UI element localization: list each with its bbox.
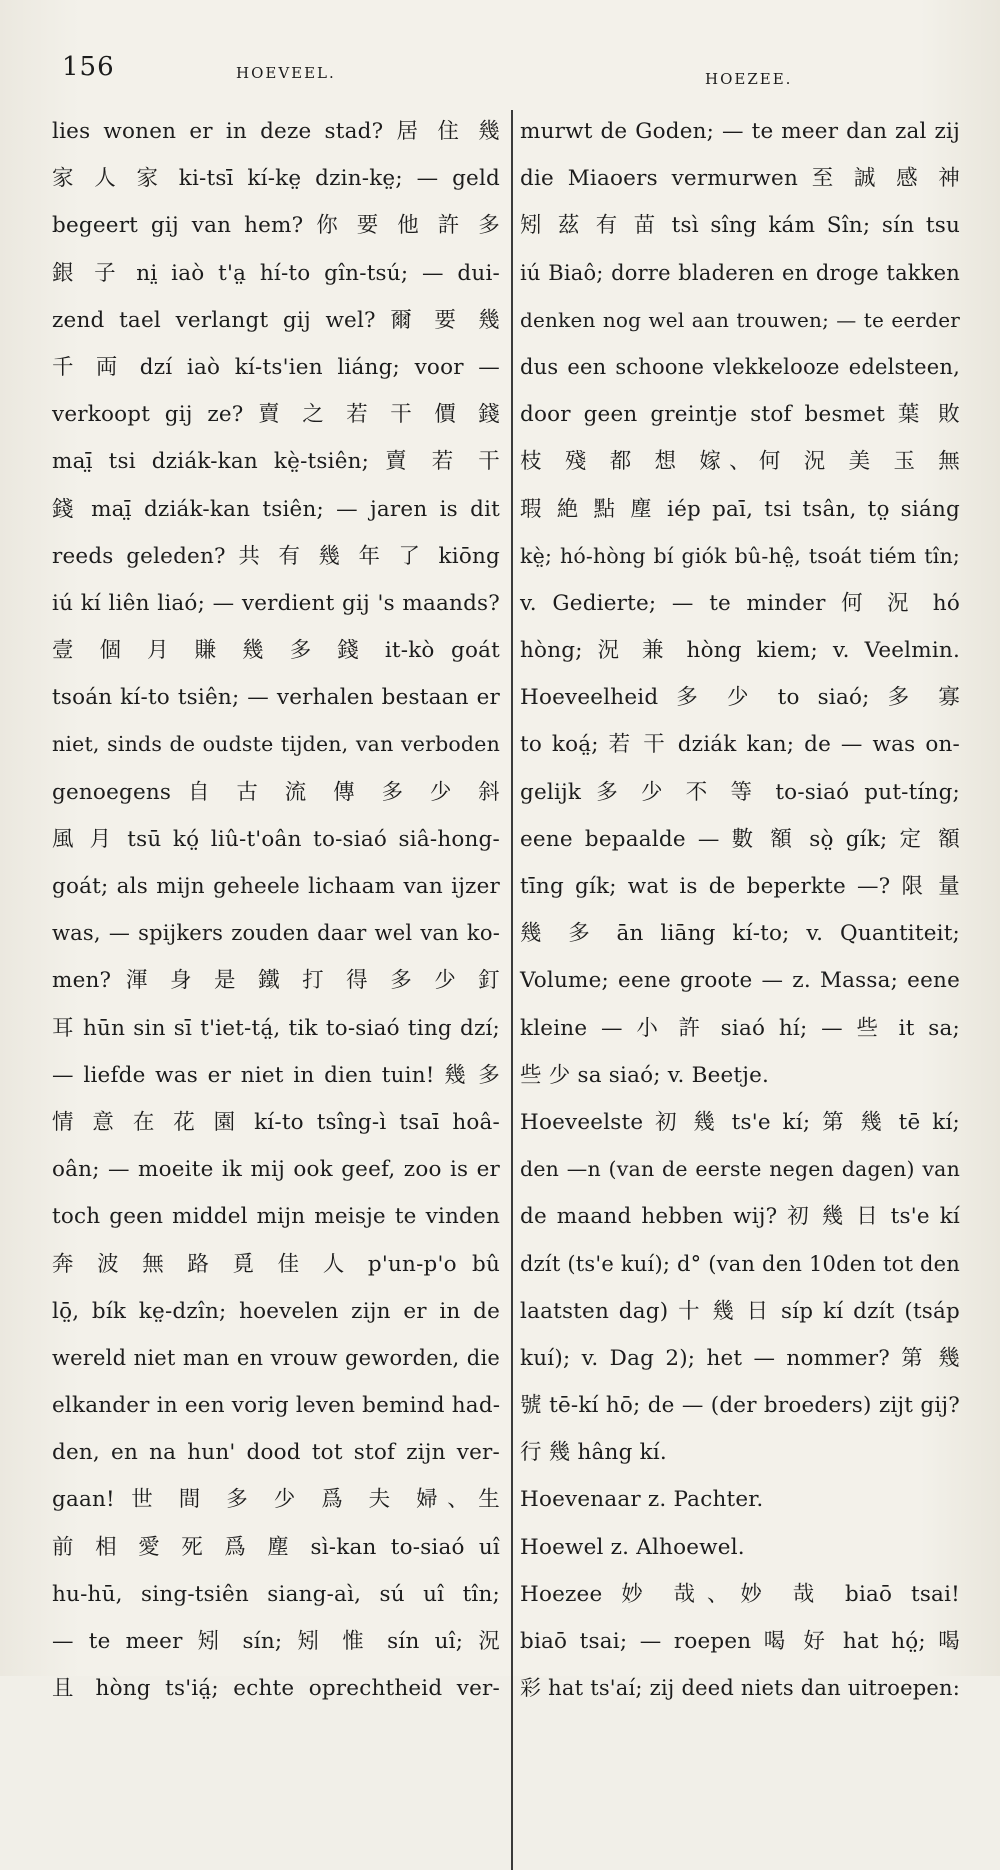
- line-text: zend tael verlangt gij wel? 爾 要 幾: [52, 307, 500, 333]
- line-text: lō̤, bík ke̤-dzîn; hoevelen zijn er in de: [52, 1298, 500, 1324]
- line-text: 壹 個 月 賺 幾 多 錢 it-kò goát: [52, 638, 500, 664]
- right-text-line: [520, 863, 960, 910]
- line-text: v. Gedierte; — te minder 何 況 hó: [520, 590, 960, 616]
- right-text-line: [520, 533, 960, 580]
- left-text-line: [52, 721, 500, 768]
- left-text-line: [52, 1005, 500, 1052]
- line-text: Hoezee 妙 哉、妙 哉 biaō tsai!: [520, 1581, 960, 1607]
- line-text: tīng gík; wat is de beperkte —? 限 量: [520, 874, 960, 899]
- line-text: 彩 hat ts'aí; zij deed niets dan uitroepen:: [520, 1676, 960, 1701]
- right-text-line: [520, 721, 960, 768]
- right-text-line: [520, 1618, 960, 1665]
- line-text: genoegens 自 古 流 傳 多 少 斜: [52, 779, 500, 805]
- line-text: biaō tsai; — roepen 喝 好 hat hó̤; 喝: [520, 1629, 960, 1654]
- line-text: verkoopt gij ze? 賣 之 若 干 價 錢: [52, 402, 500, 428]
- left-text-line: [52, 533, 500, 580]
- right-text-line: [520, 1382, 960, 1429]
- left-text-line: [52, 674, 500, 721]
- left-text-line: [52, 1052, 500, 1099]
- right-text-line: [520, 1335, 960, 1382]
- line-text: kuí); v. Dag 2); het — nommer? 第 幾: [520, 1345, 960, 1371]
- line-text: 奔 波 無 路 覓 佳 人 p'un-p'o bû: [52, 1251, 500, 1277]
- left-text-line: [52, 1382, 500, 1429]
- left-text-line: [52, 391, 500, 438]
- line-text: goát; als mijn geheele lichaam van ijzer: [52, 874, 500, 899]
- page-number: 156: [62, 52, 115, 82]
- left-text-line: [52, 297, 500, 344]
- left-text-line: [52, 1618, 500, 1665]
- right-text-line: [520, 391, 960, 438]
- right-text-line: [520, 816, 960, 863]
- line-text: kleine — 小 許 siaó hí; — 些 it sa;: [520, 1015, 960, 1041]
- line-text: Volume; eene groote — z. Massa; eene: [520, 968, 960, 994]
- running-header: [0, 52, 1000, 92]
- line-text: reeds geleden? 共 有 幾 年 了 kiōng: [52, 543, 500, 569]
- line-text: Hoeveelheid 多 少 to siaó; 多 寡: [520, 685, 960, 711]
- right-text-line: [520, 674, 960, 721]
- right-text-line: [520, 1665, 960, 1712]
- right-text-line: [520, 1005, 960, 1052]
- left-text-line: [52, 1241, 500, 1288]
- line-text: toch geen middel mijn meisje te vinden: [52, 1204, 500, 1230]
- line-text: oân; — moeite ik mij ook geef, zoo is er: [52, 1157, 500, 1183]
- line-text: — te meer 矧 sín; 矧 惟 sín uî; 況: [52, 1629, 500, 1654]
- left-text-line: [52, 816, 500, 863]
- left-text-line: [52, 957, 500, 1004]
- line-text: iú Biaô; dorre bladeren en droge takken: [520, 260, 960, 285]
- line-text: denken nog wel aan trouwen; — te eerder: [520, 307, 960, 332]
- line-text: niet, sinds de oudste tijden, van verboden: [52, 732, 500, 757]
- left-column: [52, 108, 500, 1712]
- line-text: Hoeveelste 初 幾 ts'e kí; 第 幾 tē kí;: [520, 1109, 960, 1135]
- left-text-line: [52, 1146, 500, 1193]
- right-text-line: [520, 202, 960, 249]
- right-column: [520, 108, 960, 1712]
- right-text-line: [520, 1052, 960, 1099]
- right-text-line: [520, 957, 960, 1004]
- line-text: door geen greintje stof besmet 葉 敗: [520, 402, 960, 428]
- line-text: Hoevenaar z. Pachter.: [520, 1487, 764, 1513]
- right-text-line: [520, 438, 960, 485]
- line-text: hu-hū, sing-tsiên siang-aì, sú uî tîn;: [52, 1581, 500, 1607]
- left-text-line: [52, 344, 500, 391]
- line-text: murwt de Goden; — te meer dan zal zij: [520, 119, 960, 144]
- left-text-line: [52, 580, 500, 627]
- line-text: laatsten dag) 十 幾 日 síp kí dzít (tsáp: [520, 1298, 960, 1324]
- line-text: 且 hòng ts'iá̤; echte oprechtheid ver-: [52, 1676, 500, 1702]
- right-text-line: [520, 1099, 960, 1146]
- right-text-line: [520, 1524, 960, 1571]
- right-text-line: [520, 1241, 960, 1288]
- line-text: 錢 maī̤ dziák-kan tsiên; — jaren is dit: [52, 496, 500, 522]
- line-text: 風 月 tsū kó̤ liû-t'oân to-siaó siâ-hong-: [52, 826, 500, 852]
- right-text-line: [520, 155, 960, 202]
- line-text: de maand hebben wij? 初 幾 日 ts'e kí: [520, 1204, 960, 1230]
- right-text-line: [520, 1193, 960, 1240]
- right-text-line: [520, 580, 960, 627]
- line-text: 些 少 sa siaó; v. Beetje.: [520, 1062, 770, 1088]
- right-text-line: [520, 1288, 960, 1335]
- line-text: begeert gij van hem? 你 要 他 許 多: [52, 213, 500, 239]
- line-text: 家 人 家 ki-tsī kí-ke̤ dzin-ke̤; — geld: [52, 166, 500, 192]
- line-text: gelijk 多 少 不 等 to-siaó put-tíng;: [520, 779, 960, 805]
- line-text: dus een schoone vlekkelooze edelsteen,: [520, 354, 960, 379]
- line-text: to koá̤; 若 干 dziák kan; de — was on-: [520, 732, 960, 758]
- line-text: eene bepaalde — 數 額 sò̤ gík; 定 額: [520, 826, 960, 852]
- line-text: was, — spijkers zouden daar wel van ko-: [52, 921, 500, 946]
- line-text: den —n (van de eerste negen dagen) van: [520, 1157, 960, 1182]
- line-text: maī̤ tsi dziák-kan kè̤-tsiên; 賣 若 干: [52, 449, 500, 475]
- left-text-line: [52, 486, 500, 533]
- line-text: 千 両 dzí iaò kí-ts'ien liáng; voor —: [52, 354, 500, 380]
- line-text: iú kí liên liaó; — verdient gij 's maands?: [52, 590, 500, 616]
- line-text: 前 相 愛 死 爲 塵 sì-kan to-siaó uî: [52, 1534, 500, 1560]
- left-text-line: [52, 1429, 500, 1476]
- line-text: elkander in een vorig leven bemind had-: [52, 1393, 501, 1419]
- right-text-line: [520, 1476, 960, 1523]
- left-text-line: [52, 1571, 500, 1618]
- right-text-line: [520, 344, 960, 391]
- right-text-line: [520, 1571, 960, 1618]
- left-text-line: [52, 155, 500, 202]
- line-text: 銀 子 ni̤ iaò t'a̤ hí-to gîn-tsú; — dui-: [52, 260, 500, 286]
- line-text: die Miaoers vermurwen 至 誠 感 神: [520, 166, 960, 192]
- right-text-line: [520, 297, 960, 344]
- line-text: 行 幾 hâng kí.: [520, 1440, 667, 1466]
- line-text: 瑕 絶 點 塵 iép paī, tsi tsân, to̤ siáng: [520, 496, 960, 522]
- left-text-line: [52, 250, 500, 297]
- left-text-line: [52, 1099, 500, 1146]
- line-text: den, en na hun' dood tot stof zijn ver-: [52, 1440, 500, 1466]
- line-text: Hoewel z. Alhoewel.: [520, 1534, 745, 1560]
- left-text-line: [52, 438, 500, 485]
- line-text: kè̤; hó-hòng bí giók bû-hê̤, tsoát tiém tîn;: [520, 543, 960, 568]
- line-text: 耳 hūn sin sī t'iet-tá̤, tik to-siaó ting dzí;: [52, 1015, 500, 1041]
- line-text: 幾 多 ān liāng kí-to; v. Quantiteit;: [520, 921, 960, 947]
- left-text-line: [52, 1524, 500, 1571]
- left-text-line: [52, 1193, 500, 1240]
- line-text: 矧 茲 有 苗 tsì sîng kám Sîn; sín tsu: [520, 213, 960, 239]
- line-text: 號 tē-kí hō; de — (der broeders) zijt gij?: [520, 1393, 960, 1419]
- column-divider: [511, 110, 513, 1870]
- left-text-line: [52, 910, 500, 957]
- line-text: — liefde was er niet in dien tuin! 幾 多: [52, 1062, 500, 1088]
- left-text-line: [52, 1288, 500, 1335]
- right-text-line: [520, 108, 960, 155]
- right-text-line: [520, 910, 960, 957]
- left-text-line: [52, 108, 500, 155]
- line-text: 枝 殘 都 想 嫁、何 況 美 玉 無: [520, 449, 960, 475]
- line-text: men? 渾 身 是 鐵 打 得 多 少 釘: [52, 968, 500, 994]
- line-text: lies wonen er in deze stad? 居 住 幾: [52, 119, 500, 144]
- right-text-line: [520, 627, 960, 674]
- right-text-line: [520, 250, 960, 297]
- line-text: gaan! 世 間 多 少 爲 夫 婦、生: [52, 1487, 500, 1513]
- line-text: dzít (ts'e kuí); d° (van den 10den tot den: [520, 1251, 960, 1276]
- line-text: wereld niet man en vrouw geworden, die: [52, 1345, 500, 1370]
- line-text: tsoán kí-to tsiên; — verhalen bestaan er: [52, 685, 500, 711]
- left-text-line: [52, 1476, 500, 1523]
- left-text-line: [52, 627, 500, 674]
- left-text-line: [52, 202, 500, 249]
- left-text-line: [52, 1665, 500, 1712]
- left-text-line: [52, 769, 500, 816]
- left-text-line: [52, 863, 500, 910]
- left-running-title: HOEVEEL.: [236, 64, 336, 82]
- right-running-title: HOEZEE.: [705, 70, 793, 88]
- line-text: hòng; 況 兼 hòng kiem; v. Veelmin.: [520, 638, 960, 664]
- left-text-line: [52, 1335, 500, 1382]
- right-text-line: [520, 769, 960, 816]
- right-text-line: [520, 486, 960, 533]
- line-text: 情 意 在 花 園 kí-to tsîng-ì tsaī hoâ-: [52, 1109, 500, 1135]
- right-text-line: [520, 1429, 960, 1476]
- right-text-line: [520, 1146, 960, 1193]
